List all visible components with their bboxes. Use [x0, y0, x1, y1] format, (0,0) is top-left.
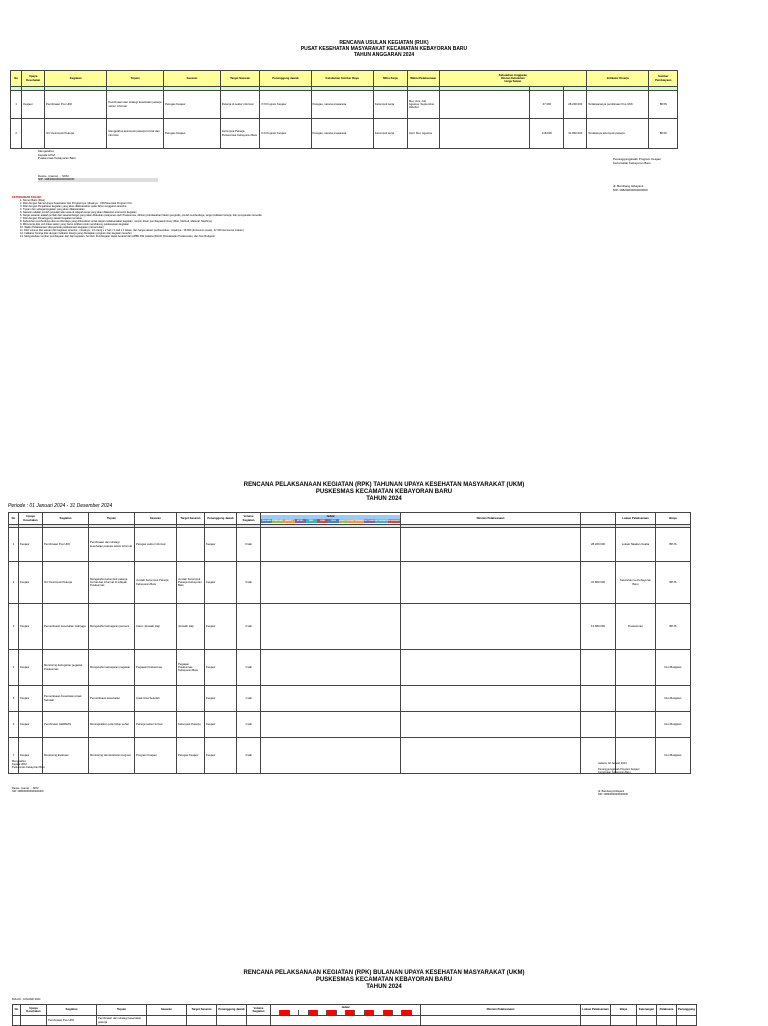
rpk-sign-right: [598, 762, 738, 796]
rpkb-col-jadwal: [271, 1005, 421, 1016]
ruk-r2-pj: PJ Program Kesjaor: [260, 119, 311, 149]
ruk-r1-waktu: Mei, Juni, Juli, Agustus, September, Oktober: [407, 91, 439, 119]
rpk-r4-no: 4: [9, 650, 19, 686]
rpk-r1-target: [177, 528, 205, 562]
rpk-bulanan-title-line3: TAHUN 2024: [366, 984, 402, 990]
rpk-col-jadwal: [261, 513, 401, 525]
rpk-r4-biaya: [581, 650, 616, 686]
rpk-col-biaya: Biaya: [656, 513, 691, 525]
rpkb-col-keterangan: Keterangan: [637, 1005, 657, 1016]
rpk-r3-upaya: Kesjaor: [19, 604, 43, 650]
ruk-col-anggaran: [439, 71, 586, 87]
rpk-r5-no: 5: [9, 686, 19, 712]
rpk-title: [0, 482, 768, 503]
rpk-r2-rincian: [401, 562, 581, 604]
ruk-r2-kegiatan: Orz Kelompok Pekerja: [45, 119, 107, 149]
rpk-r1-jadwal: [261, 528, 401, 562]
ruk-title-line1: RENCANA USULAN KEGIATAN (RUK): [339, 40, 429, 46]
rpk-r1-biaya: 28.200.000: [581, 528, 616, 562]
rpk-col-lokasi: Lokasi Pelaksanaan: [616, 513, 656, 525]
ruk-r1-target: Pekerja di sektor informal: [220, 91, 260, 119]
rpk-r4-target: Pegawai Puskesmas Kebayoran Baru: [177, 650, 205, 686]
rpk-r3-jadwal: [261, 604, 401, 650]
rpk-r7-jadwal: [261, 738, 401, 774]
rpk-r6-jadwal: [261, 712, 401, 738]
month-agu: AGUSTUS: [339, 519, 350, 522]
rpk-r4-vol: 1 kali: [237, 650, 261, 686]
rpk-r3-lokasi: Puskesmas: [616, 604, 656, 650]
ruk-r2-sumberdaya: Petugas, sarana prasarana: [311, 119, 373, 149]
rpk-r6-kegiatan: Pembinaan GERMAS: [43, 712, 89, 738]
table-row: [11, 119, 678, 149]
table-row: [9, 712, 691, 738]
ruk-col-sumberdaya: Kebutuhan Sumber Daya: [311, 71, 373, 87]
ruk-col-sasaran: Sasaran: [164, 71, 221, 87]
table-row: [9, 686, 691, 712]
rpk-r7-upaya: Kesjaor: [19, 738, 43, 774]
rpk-sign-right-date: Jakarta, 02 Januari 2024: [598, 762, 627, 765]
rpk-periode: Periode : 01 Januari 2024 - 31 Desember 2024: [8, 503, 113, 509]
ruk-note-1: 1. Nomor Baris (Row): [20, 199, 45, 202]
rpk-r5-pj: Kesjaor: [205, 686, 237, 712]
rpk-bulanan-table: [12, 1004, 697, 1026]
rpk-r7-tujuan: Monitoring dan Evaluasi program: [89, 738, 135, 774]
rpk-r6-pj: Kesjaor: [205, 712, 237, 738]
ruk-r2-waktu: April, Mei, Agustus: [407, 119, 439, 149]
ruk-col-mitra: Mitra Kerja: [373, 71, 407, 87]
rpk-r6-dana: Non Budgeter: [656, 712, 691, 738]
ruk-r2-harga: 118.000: [530, 119, 564, 149]
rpk-r3-biaya: 13.680.000: [581, 604, 616, 650]
rpk-sign-left: [12, 760, 132, 793]
rpk-col-kegiatan: Kegiatan: [43, 513, 89, 525]
rpk-r7-pj: Kesjaor: [205, 738, 237, 774]
month-mei: MEI: [306, 519, 317, 523]
month-apr: APRIL: [295, 519, 306, 523]
rpk-r6-no: 6: [9, 712, 19, 738]
ruk-sign-left-3: Puskesmas Kebayoran Baru: [38, 156, 77, 161]
rpk-col-target: Target Sasaran: [177, 513, 205, 525]
rpk-r2-kegiatan: Orz Kelompok Pekerja: [43, 562, 89, 604]
rpk-r6-sasaran: Pekerja sektor formal: [135, 712, 177, 738]
ruk-col-pj: Penanggung Jawab: [260, 71, 311, 87]
rpk-r7-no: 7: [9, 738, 19, 774]
rpk-r3-vol: 2 kali: [237, 604, 261, 650]
rpkb-r1-kegiatan: Pembinaan Pos UKK: [47, 1016, 97, 1026]
ruk-r1-dana: BPJS: [649, 91, 678, 119]
rpk-col-rincian: Rincian Pelaksanaan: [401, 513, 581, 525]
table-row: [9, 650, 691, 686]
ruk-title: [0, 40, 768, 58]
ruk-r1-rincian: [439, 91, 530, 119]
ruk-r1-kegiatan: Pembinaan Pos UKK: [45, 91, 107, 119]
ruk-r2-dana: BPJS: [649, 119, 678, 149]
rpk-col-sasaran: Sasaran: [135, 513, 177, 525]
rpk-r4-kegiatan: Monitoring kebugaran pegawai Puskesmas: [43, 650, 89, 686]
ruk-notes: [12, 196, 612, 238]
rpk-r4-pj: Kesjaor: [205, 650, 237, 686]
ruk-r2-target: Kelompok Pekerja Puskesmas Kebayoran Baru: [220, 119, 260, 149]
rpk-r1-dana: BPJS: [656, 528, 691, 562]
table-row: [9, 562, 691, 604]
rpk-title-line2: PUSKESMAS KECAMATAN KEBAYORAN BARU: [315, 489, 453, 495]
ruk-r2-upaya: [22, 119, 45, 149]
month-jan: JANUARI: [261, 519, 272, 522]
month-sep: SEPTEMBER: [350, 519, 364, 522]
rpkb-col-pj: Penanggung Jawab: [217, 1005, 247, 1016]
rpk-col-no: No: [9, 513, 19, 525]
ruk-r2-mitra: Kelompok kerja: [373, 119, 407, 149]
ruk-note-12: 12. Indikator Kinerja diisi dengan indikator kinerja yang ditetapkan program dari kegiatan tersebut: [20, 232, 132, 235]
ruk-r1-harga: 47.000: [530, 91, 564, 119]
rpk-col-tujuan: Tujuan: [89, 513, 135, 525]
rpkb-day-bar: [271, 1010, 420, 1015]
rpk-table: [8, 512, 691, 774]
rpk-r2-no: 2: [9, 562, 19, 604]
month-mar: MARET: [285, 519, 293, 522]
rpk-r7-rincian: [401, 738, 581, 774]
ruk-note-11: 11. Diisi volume dan satuan dari kegiatan tersebut ; misalnya : 10 orang x 2 hari x 1 kali x 1 lokasi, dan harga satuan per/kuantitas ; misalnya : 18.000 (konsumsi snack), 47.000 (konsumsi makan): [20, 229, 244, 232]
rpk-r3-dana: BPJS: [656, 604, 691, 650]
ruk-notes-title: KETERANGAN KOLOM :: [12, 196, 43, 199]
rpk-r1-lokasi: Lokasi Tatakan Usaha: [616, 528, 656, 562]
ruk-r2-total: 31.860.000: [564, 119, 587, 149]
rpk-r4-lokasi: [616, 650, 656, 686]
ruk-col-tujuan: Tujuan: [107, 71, 164, 87]
ruk-note-4: 4. Tujuan dan sebagai kegiatan yang akan dilaksanakan: [20, 208, 85, 211]
table-row: [11, 91, 678, 119]
ruk-r2-no: 2: [11, 119, 22, 149]
rpkb-r1-tujuan: Pembinaan dan strategi kesehatan pekerja: [97, 1016, 147, 1026]
ruk-r1-no: 1: [11, 91, 22, 119]
rpk-sign-left-2: Kepala UKM: [12, 763, 27, 766]
rpk-r7-vol: 4 kali: [237, 738, 261, 774]
rpk-r2-upaya: Kesjaor: [19, 562, 43, 604]
rpk-r5-dana: Non Budgeter: [656, 686, 691, 712]
rpk-r1-rincian: [401, 528, 581, 562]
month-jun: JUNI: [317, 519, 328, 523]
rpk-title-line3: TAHUN 2024: [366, 496, 402, 502]
rpk-r1-no: 1: [9, 528, 19, 562]
ruk-col-waktu: Waktu Pelaksanaan: [407, 71, 439, 87]
ruk-r1-indikator: Terlaksananya pembinaan Pos UKK: [587, 91, 649, 119]
rpk-r1-tujuan: Pembinaan dan strategi kesehatan pekerja sektor informal: [89, 528, 135, 562]
rpk-r2-target: Jumlah Kelompok Pekerja Kebayoran Baru: [177, 562, 205, 604]
ruk-sign-left-1: Mengetahui,: [38, 149, 55, 153]
rpk-r5-tujuan: Pemeriksaan kesehatan: [89, 686, 135, 712]
rpk-r1-upaya: Kesjaor: [19, 528, 43, 562]
rpk-r6-biaya: [581, 712, 616, 738]
rpk-sign-right-2: Kecamatan Kebayoran Baru: [598, 771, 631, 774]
rpk-sign-right-name: dr. Bambang Hidayanti: [598, 790, 625, 793]
ruk-col-no: No: [11, 71, 22, 87]
ruk-r1-mitra: Kelompok kerja: [373, 91, 407, 119]
ruk-col-indikator: Indikator Kinerja: [587, 71, 649, 87]
table-row: [13, 1016, 697, 1026]
ruk-note-6: 6. Target sasaran adalah jumlah dari sasaran/target yang akan dilakukan pelayanan oleh Puskesmas, dihitung berdasarkan faktor geografis, jumlah sumberdaya, target indikator kinerja, dan persyaratan tersedia: [20, 214, 262, 217]
ruk-col-kegiatan: Kegiatan: [45, 71, 107, 87]
month-okt: OKTOBER: [363, 519, 375, 522]
ruk-r2-sasaran: Petugas Kesjaor: [164, 119, 221, 149]
ruk-anggaran-rincian: Rincian Kebutuhan: [501, 77, 525, 81]
rpkb-col-pelaksana: Pelaksana: [657, 1005, 677, 1016]
rpk-r5-sasaran: Anak Usia Sekolah: [135, 686, 177, 712]
ruk-note-8: 8. Kebutuhan sumberdaya diisi sumberdaya yang dibutuhkan untuk dapat melaksanakan kegiatan, namun diluar pembiayaan/money (Man, Method, Material, Machine): [20, 220, 212, 223]
rpk-r6-rincian: [401, 712, 581, 738]
ruk-sign-left: [38, 150, 158, 182]
rpk-r5-jadwal: [261, 686, 401, 712]
rpk-r5-target: [177, 686, 205, 712]
rpk-r2-dana: BPJS: [656, 562, 691, 604]
rpk-bulanan-title-line1: RENCANA PELAKSANAAN KEGIATAN (RPK) BULANAN UPAYA KESEHATAN MASYARAKAT (UKM): [243, 970, 525, 976]
rpk-r4-tujuan: Mengetahui kebugaran pegawai: [89, 650, 135, 686]
ruk-note-3: 3. Diisi dengan Penjabaran kegiatan yang akan dilaksanakan pada Tahun Anggaran tersebut: [20, 205, 127, 208]
rpk-r3-kegiatan: Pemeriksaan kesehatan olahraga: [43, 604, 89, 650]
rpk-col-upaya: Upaya Kesehatan: [19, 513, 43, 525]
ruk-sign-right: [613, 158, 753, 192]
rpk-header-row: [9, 513, 691, 525]
ruk-r2-tujuan: Mengetahui kelompok pekerja formal dan informal: [107, 119, 164, 149]
ruk-title-line3: TAHUN ANGGARAN 2024: [353, 52, 415, 58]
ruk-anggaran-label: Kebutuhan Anggaran: [498, 72, 528, 77]
rpk-r5-kegiatan: Pemeriksaan Kesehatan Anak Sekolah: [43, 686, 89, 712]
rpkb-col-lokasi: Lokasi Pelaksanaan: [581, 1005, 611, 1016]
ruk-sign-right-nip: NIP. 19820000000000000: [613, 187, 648, 192]
rpk-sign-left-3: Puskesmas Kebayoran Baru: [12, 766, 45, 769]
rpkb-col-tujuan: Tujuan: [97, 1005, 147, 1016]
rpk-r3-no: 3: [9, 604, 19, 650]
rpk-r6-lokasi: [616, 712, 656, 738]
rpk-r4-sasaran: Pegawai Puskesmas: [135, 650, 177, 686]
rpkb-col-biaya: Biaya: [611, 1005, 637, 1016]
rpk-bulanan-title: [0, 970, 768, 991]
rpkb-col-sasaran: Sasaran: [147, 1005, 187, 1016]
ruk-sign-left-name: Desta...(nama)..., SKM: [38, 173, 69, 178]
ruk-note-10: 10. Waktu Pelaksanaan diisi periode pelaksanaan kegiatan (nama bulan): [20, 226, 104, 229]
ruk-sign-right-name: dr. Bambang Hidayanti: [613, 184, 644, 189]
rpk-r5-biaya: [581, 686, 616, 712]
ruk-r1-sasaran: Petugas Kesjaor: [164, 91, 221, 119]
ruk-note-5: 5. Sasaran adalah jumlah populasi atau area di wilayah kerja yang akan dilakukan intervensi kegiatan: [20, 211, 137, 214]
rpk-title-line1: RENCANA PELAKSANAAN KEGIATAN (RPK) TAHUNAN UPAYA KESEHATAN MASYARAKAT (UKM): [243, 482, 525, 488]
rpk-r4-jadwal: [261, 650, 401, 686]
rpk-sign-left-1: Mengetahui,: [12, 760, 27, 763]
rpk-r3-rincian: [401, 604, 581, 650]
rpk-r2-sasaran: Jumlah Kelompok Pekerja Kebayoran Baru: [135, 562, 177, 604]
ruk-r1-sumberdaya: Petugas, sarana prasarana: [311, 91, 373, 119]
rpkb-col-rincian: Rincian Pelaksanaan: [421, 1005, 581, 1016]
rpk-r1-vol: 6 kali: [237, 528, 261, 562]
ruk-sign-left-nip: NIP. 198400000000000000: [38, 178, 158, 182]
rpk-r6-target: Kelompok Pekerja: [177, 712, 205, 738]
ruk-note-9: 9. Mitra kerja diisi unit lintas sektor yang harus terlibat untuk mendukung pelaksanaan kegiatan: [20, 223, 129, 226]
ruk-col-target: Target Sasaran: [220, 71, 260, 87]
month-des: DESEMBER: [387, 519, 400, 522]
rpk-r2-pj: Kesjaor: [205, 562, 237, 604]
rpk-col-vol: Volume Kegiatan: [237, 513, 261, 525]
rpk-month-bar: [261, 519, 400, 523]
rpk-sign-right-1: Penanggungjawab Program Kesjaor: [598, 768, 640, 771]
rpk-r7-kegiatan: Monitoring Evaluasi: [43, 738, 89, 774]
rpk-r3-tujuan: Mengetahui kebugaran jasmani: [89, 604, 135, 650]
rpk-r4-rincian: [401, 650, 581, 686]
month-feb: FEBRUARI: [272, 519, 284, 522]
rpk-jadwal-label: Jadwal: [261, 515, 400, 519]
rpk-r1-sasaran: Petugas sektor informal: [135, 528, 177, 562]
ruk-note-13: 13. Mengusulkan sumber pembiayaan dari tiap kegiatan. Sumber Pembiayaan dapat berasal dari APBD DKI Jakarta (BLUD (Pendapatan Puskesmas), dan Non Budgeter: [20, 235, 216, 238]
rpk-r5-vol: 1 kali: [237, 686, 261, 712]
rpk-col-pj: Penanggung Jawab: [205, 513, 237, 525]
ruk-header-row: [11, 71, 678, 87]
rpkb-col-no: No: [13, 1005, 21, 1016]
rpkb-col-upaya: Upaya Kesehatan: [21, 1005, 47, 1016]
rpk-r2-biaya: 31.860.000: [581, 562, 616, 604]
rpk-r7-target: Petugas Kesjaor: [177, 738, 205, 774]
ruk-col-dana: Sumber Pembiayaan: [649, 71, 678, 87]
rpk-r5-rincian: [401, 686, 581, 712]
month-nov: NOVEMBER: [374, 519, 388, 522]
month-jul: JULI: [328, 519, 339, 523]
ruk-col-upaya: Upaya Kesehatan: [22, 71, 45, 87]
ruk-r1-total: 28.200.000: [564, 91, 587, 119]
rpk-r1-kegiatan: Pembinaan Pos UKK: [43, 528, 89, 562]
rpk-r5-lokasi: [616, 686, 656, 712]
rpk-r2-lokasi: Kelurahan se-Kebayoran Baru: [616, 562, 656, 604]
table-row: [9, 604, 691, 650]
rpk-r4-dana: Non Budgeter: [656, 650, 691, 686]
rpk-r6-vol: 1 kali: [237, 712, 261, 738]
rpk-r2-jadwal: [261, 562, 401, 604]
rpkb-jadwal-label: Jadwal: [341, 1006, 350, 1009]
ruk-note-2: 2. Diisi dengan Nama Upaya Kesehatan dan Programnya. Misalnya : UKM Esensial Program KIA: [20, 202, 132, 205]
rpk-bulanan-title-line2: PUSKESMAS KECAMATAN KEBAYORAN BARU: [315, 977, 453, 983]
ruk-note-7: 7. Diisi dengan Penanggung Jawab Kegiatan tersebut: [20, 217, 82, 220]
rpk-r6-tujuan: Meningkatkan pola hidup sehat: [89, 712, 135, 738]
ruk-sign-left-2: Kepala UKM: [38, 152, 55, 157]
rpk-r2-vol: 3 kali: [237, 562, 261, 604]
rpk-sign-left-nip: NIP. 198400000000000000: [12, 790, 44, 793]
rpk-bulanan-periode: BULAN : JANUARI 2024: [12, 998, 41, 1001]
rpk-bulanan-header-row: [13, 1005, 697, 1016]
ruk-sign-right-1: Penanggungjawab Program Kesjaor: [613, 157, 662, 161]
ruk-table: [10, 70, 678, 149]
rpkb-col-penanggung: Penanggung: [677, 1005, 697, 1016]
ruk-anggaran-harga: Harga Satuan: [504, 80, 522, 84]
rpk-r4-upaya: Kesjaor: [19, 650, 43, 686]
rpk-r5-upaya: Kesjaor: [19, 686, 43, 712]
rpk-r2-tujuan: Mengetahui kelompok pekerja formal dan informal di wilayah Puskesmas: [89, 562, 135, 604]
ruk-sign-right-2: Kecamatan Kebayoran Baru: [613, 160, 651, 165]
rpk-r7-sasaran: Program Kesjaor: [135, 738, 177, 774]
ruk-r1-upaya: Kesjaor: [22, 91, 45, 119]
ruk-r1-tujuan: Pembinaan dan strategi kesehatan pekerja sektor informal: [107, 91, 164, 119]
rpkb-col-target: Target Sasaran: [187, 1005, 217, 1016]
rpk-r3-target: Jamaah Haji: [177, 604, 205, 650]
ruk-r2-indikator: Terdatanya kelompok pekerja: [587, 119, 649, 149]
rpk-r1-pj: Kesjaor: [205, 528, 237, 562]
ruk-title-line2: PUSAT KESEHATAN MASYARAKAT KECAMATAN KEBAYORAN BARU: [300, 46, 468, 52]
rpk-col-biaya-total: [581, 513, 616, 525]
rpk-r6-upaya: Kesjaor: [19, 712, 43, 738]
ruk-r2-rincian: [439, 119, 530, 149]
rpk-r3-sasaran: Calon Jamaah Haji: [135, 604, 177, 650]
table-row: [9, 528, 691, 562]
ruk-r1-pj: PJ Program Kesjaor: [260, 91, 311, 119]
rpk-r3-pj: Kesjaor: [205, 604, 237, 650]
rpkb-col-vol: Volume Kegiatan: [247, 1005, 271, 1016]
rpkb-col-kegiatan: Kegiatan: [47, 1005, 97, 1016]
rpk-sign-right-nip: NIP. 19820000000000000: [598, 793, 628, 796]
rpk-r7-dana: Non Budgeter: [656, 738, 691, 774]
rpk-sign-left-name: Desta...(nama)..., SKM: [12, 787, 39, 790]
